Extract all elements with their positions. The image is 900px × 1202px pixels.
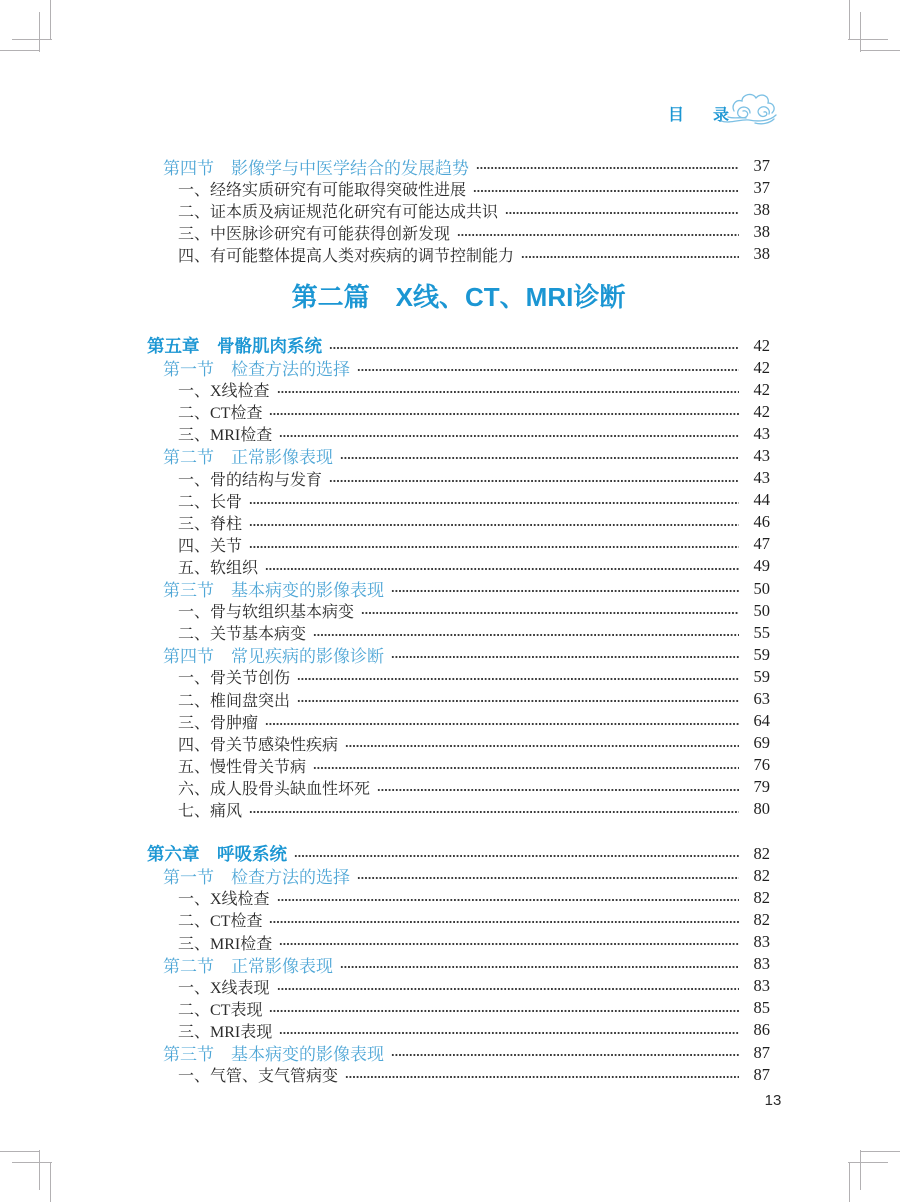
toc-row-item xyxy=(147,666,770,688)
crop-mark-bottom-right xyxy=(848,1150,900,1202)
toc-entry-label: 三、脊柱 xyxy=(178,515,243,533)
toc-row-chapter xyxy=(147,334,770,356)
toc-page-number: 86 xyxy=(753,1020,770,1040)
toc-entry-label: 五、软组织 xyxy=(178,559,259,577)
toc-entry-label: 第三节 基本病变的影像表现 xyxy=(163,581,384,601)
dot-leader xyxy=(361,600,739,622)
dot-leader xyxy=(391,578,739,600)
toc-row-section xyxy=(147,445,770,467)
toc-page-number: 82 xyxy=(753,865,770,885)
toc-page-number: 82 xyxy=(753,843,770,863)
dot-leader xyxy=(277,975,739,997)
dot-leader xyxy=(476,155,739,177)
toc-page-number: 82 xyxy=(753,887,770,907)
dot-leader xyxy=(249,489,739,511)
toc-entry-label: 第五章 骨骼肌肉系统 xyxy=(147,336,322,357)
toc-page-number: 42 xyxy=(753,401,770,421)
toc-row-item xyxy=(147,931,770,953)
toc-row-item xyxy=(147,221,770,243)
toc-entry-label: 六、成人股骨头缺血性坏死 xyxy=(178,780,371,798)
toc-row-chapter xyxy=(147,843,770,865)
toc-entry-label: 一、骨与软组织基本病变 xyxy=(178,604,355,622)
dot-leader xyxy=(277,887,739,909)
toc-row-section xyxy=(147,865,770,887)
toc-row-item xyxy=(147,1019,770,1041)
toc-entry-label: 三、MRI检查 xyxy=(178,427,273,445)
dot-leader xyxy=(294,843,739,865)
toc-page-number: 85 xyxy=(753,998,770,1018)
dot-leader xyxy=(249,511,739,533)
toc-row-item xyxy=(147,754,770,776)
page-number: 13 xyxy=(764,1092,782,1109)
dot-leader xyxy=(329,334,739,356)
toc-row-item xyxy=(147,177,770,199)
toc-entry-label: 第二节 正常影像表现 xyxy=(163,448,333,468)
toc-page-number: 63 xyxy=(753,689,770,709)
toc-entry-label: 一、骨的结构与发育 xyxy=(178,471,323,489)
toc-row-item xyxy=(147,600,770,622)
toc-entry-label: 一、经络实质研究有可能取得突破性进展 xyxy=(178,181,467,199)
toc-entry-label: 第一节 检查方法的选择 xyxy=(163,360,350,380)
toc-row-item xyxy=(147,401,770,423)
dot-leader xyxy=(269,401,739,423)
toc-entry-label: 第二篇 X线、CT、MRI诊断 xyxy=(291,282,626,313)
toc-row-item xyxy=(147,776,770,798)
toc-entry-label: 第二节 正常影像表现 xyxy=(163,956,333,976)
toc-row-item xyxy=(147,997,770,1019)
dot-leader xyxy=(357,357,739,379)
toc-page-number: 76 xyxy=(753,755,770,775)
toc-entry-label: 第四节 常见疾病的影像诊断 xyxy=(163,647,384,667)
toc-entry-label: 第一节 检查方法的选择 xyxy=(163,868,350,888)
toc-entry-label: 一、骨关节创伤 xyxy=(178,670,291,688)
toc-row-item xyxy=(147,199,770,221)
toc-row-item xyxy=(147,710,770,732)
toc-entry-label: 一、X线表现 xyxy=(178,979,270,997)
dot-leader xyxy=(249,533,739,555)
dot-leader xyxy=(505,199,739,221)
toc-spacer xyxy=(147,821,770,843)
toc-entry-label: 第三节 基本病变的影像表现 xyxy=(163,1045,384,1065)
dot-leader xyxy=(345,1064,739,1086)
toc-page-number: 44 xyxy=(753,490,770,510)
toc-row-item xyxy=(147,688,770,710)
toc-row-item xyxy=(147,975,770,997)
toc-page-number: 38 xyxy=(753,200,770,220)
toc-row-section xyxy=(147,953,770,975)
toc-entry-label: 一、X线检查 xyxy=(178,383,270,401)
dot-leader xyxy=(269,997,739,1019)
toc-page-number: 83 xyxy=(753,932,770,952)
toc-page-number: 87 xyxy=(753,1064,770,1084)
toc-page-number: 69 xyxy=(753,733,770,753)
toc-row-item xyxy=(147,555,770,577)
dot-leader xyxy=(269,909,739,931)
toc-row-item xyxy=(147,622,770,644)
toc-row-item xyxy=(147,467,770,489)
toc-page-number: 80 xyxy=(753,799,770,819)
dot-leader xyxy=(391,1041,739,1063)
toc-page-number: 87 xyxy=(753,1042,770,1062)
dot-leader xyxy=(249,798,739,820)
toc-row-section xyxy=(147,155,770,177)
crop-mark-top-right xyxy=(848,0,900,52)
dot-leader xyxy=(297,666,739,688)
toc-page-number: 59 xyxy=(753,644,770,664)
toc-row-section xyxy=(147,644,770,666)
toc-entry-label: 二、CT检查 xyxy=(178,405,263,423)
dot-leader xyxy=(279,931,739,953)
toc-page-number: 43 xyxy=(753,468,770,488)
toc-page-number: 47 xyxy=(753,534,770,554)
toc-row-item xyxy=(147,909,770,931)
toc-page-number: 59 xyxy=(753,666,770,686)
toc-row-item xyxy=(147,511,770,533)
toc-entry-label: 四、有可能整体提高人类对疾病的调节控制能力 xyxy=(178,247,515,265)
toc-entry-label: 二、关节基本病变 xyxy=(178,626,307,644)
toc-entry-label: 二、CT表现 xyxy=(178,1001,263,1019)
part-title xyxy=(147,277,770,317)
toc-page-number: 43 xyxy=(753,445,770,465)
toc-page-number: 46 xyxy=(753,512,770,532)
toc-row-section xyxy=(147,578,770,600)
dot-leader xyxy=(340,445,739,467)
dot-leader xyxy=(329,467,739,489)
toc-page-number: 42 xyxy=(753,335,770,355)
toc-row-section xyxy=(147,357,770,379)
dot-leader xyxy=(345,732,739,754)
toc-row-item xyxy=(147,1064,770,1086)
toc-row-item xyxy=(147,423,770,445)
toc-row-item xyxy=(147,533,770,555)
toc-entry-label: 三、MRI检查 xyxy=(178,935,273,953)
toc-entry-label: 五、慢性骨关节病 xyxy=(178,758,307,776)
dot-leader xyxy=(473,177,739,199)
page-header-title: 目录 xyxy=(668,107,759,124)
toc-page-number: 37 xyxy=(753,178,770,198)
toc-page-number: 43 xyxy=(753,423,770,443)
toc-entry-label: 一、气管、支气管病变 xyxy=(178,1068,339,1086)
toc-row-item xyxy=(147,379,770,401)
toc-page-number: 55 xyxy=(753,622,770,642)
toc-entry-label: 一、X线检查 xyxy=(178,891,270,909)
toc-row-section xyxy=(147,1041,770,1063)
dot-leader xyxy=(265,555,739,577)
dot-leader xyxy=(391,644,739,666)
crop-mark-bottom-left xyxy=(0,1150,52,1202)
dot-leader xyxy=(313,754,739,776)
toc-page-number: 79 xyxy=(753,777,770,797)
toc-row-item xyxy=(147,243,770,265)
toc-page-number: 38 xyxy=(753,244,770,264)
toc-page-number: 49 xyxy=(753,556,770,576)
dot-leader xyxy=(313,622,739,644)
toc-page-number: 38 xyxy=(753,222,770,242)
toc-list xyxy=(147,155,770,1086)
toc-page-number: 42 xyxy=(753,357,770,377)
toc-entry-label: 七、痛风 xyxy=(178,802,243,820)
toc-entry-label: 二、证本质及病证规范化研究有可能达成共识 xyxy=(178,203,499,221)
toc-entry-label: 四、骨关节感染性疾病 xyxy=(178,736,339,754)
toc-page-number: 50 xyxy=(753,600,770,620)
dot-leader xyxy=(357,865,739,887)
dot-leader xyxy=(265,710,739,732)
toc-page-number: 83 xyxy=(753,976,770,996)
dot-leader xyxy=(457,221,739,243)
dot-leader xyxy=(377,776,739,798)
dot-leader xyxy=(279,1019,739,1041)
auspicious-cloud-icon xyxy=(719,88,785,130)
dot-leader xyxy=(297,688,739,710)
toc-page-number: 82 xyxy=(753,909,770,929)
toc-entry-label: 三、中医脉诊研究有可能获得创新发现 xyxy=(178,225,451,243)
toc-page-number: 50 xyxy=(753,578,770,598)
toc-page-number: 37 xyxy=(753,156,770,176)
toc-entry-label: 第六章 呼吸系统 xyxy=(147,844,287,865)
toc-entry-label: 二、长骨 xyxy=(178,493,243,511)
toc-entry-label: 二、椎间盘突出 xyxy=(178,692,291,710)
toc-entry-label: 二、CT检查 xyxy=(178,913,263,931)
toc-row-item xyxy=(147,887,770,909)
toc-entry-label: 四、关节 xyxy=(178,537,243,555)
dot-leader xyxy=(279,423,739,445)
toc-page-number: 83 xyxy=(753,954,770,974)
crop-mark-top-left xyxy=(0,0,52,52)
dot-leader xyxy=(277,379,739,401)
toc-entry-label: 第四节 影像学与中医学结合的发展趋势 xyxy=(163,158,469,178)
toc-page-number: 42 xyxy=(753,379,770,399)
toc-row-item xyxy=(147,798,770,820)
toc-row-item xyxy=(147,732,770,754)
toc-entry-label: 三、骨肿瘤 xyxy=(178,714,259,732)
toc-entry-label: 三、MRI表现 xyxy=(178,1023,273,1041)
dot-leader xyxy=(340,953,739,975)
toc-page-number: 64 xyxy=(753,711,770,731)
dot-leader xyxy=(521,243,739,265)
toc-row-item xyxy=(147,489,770,511)
